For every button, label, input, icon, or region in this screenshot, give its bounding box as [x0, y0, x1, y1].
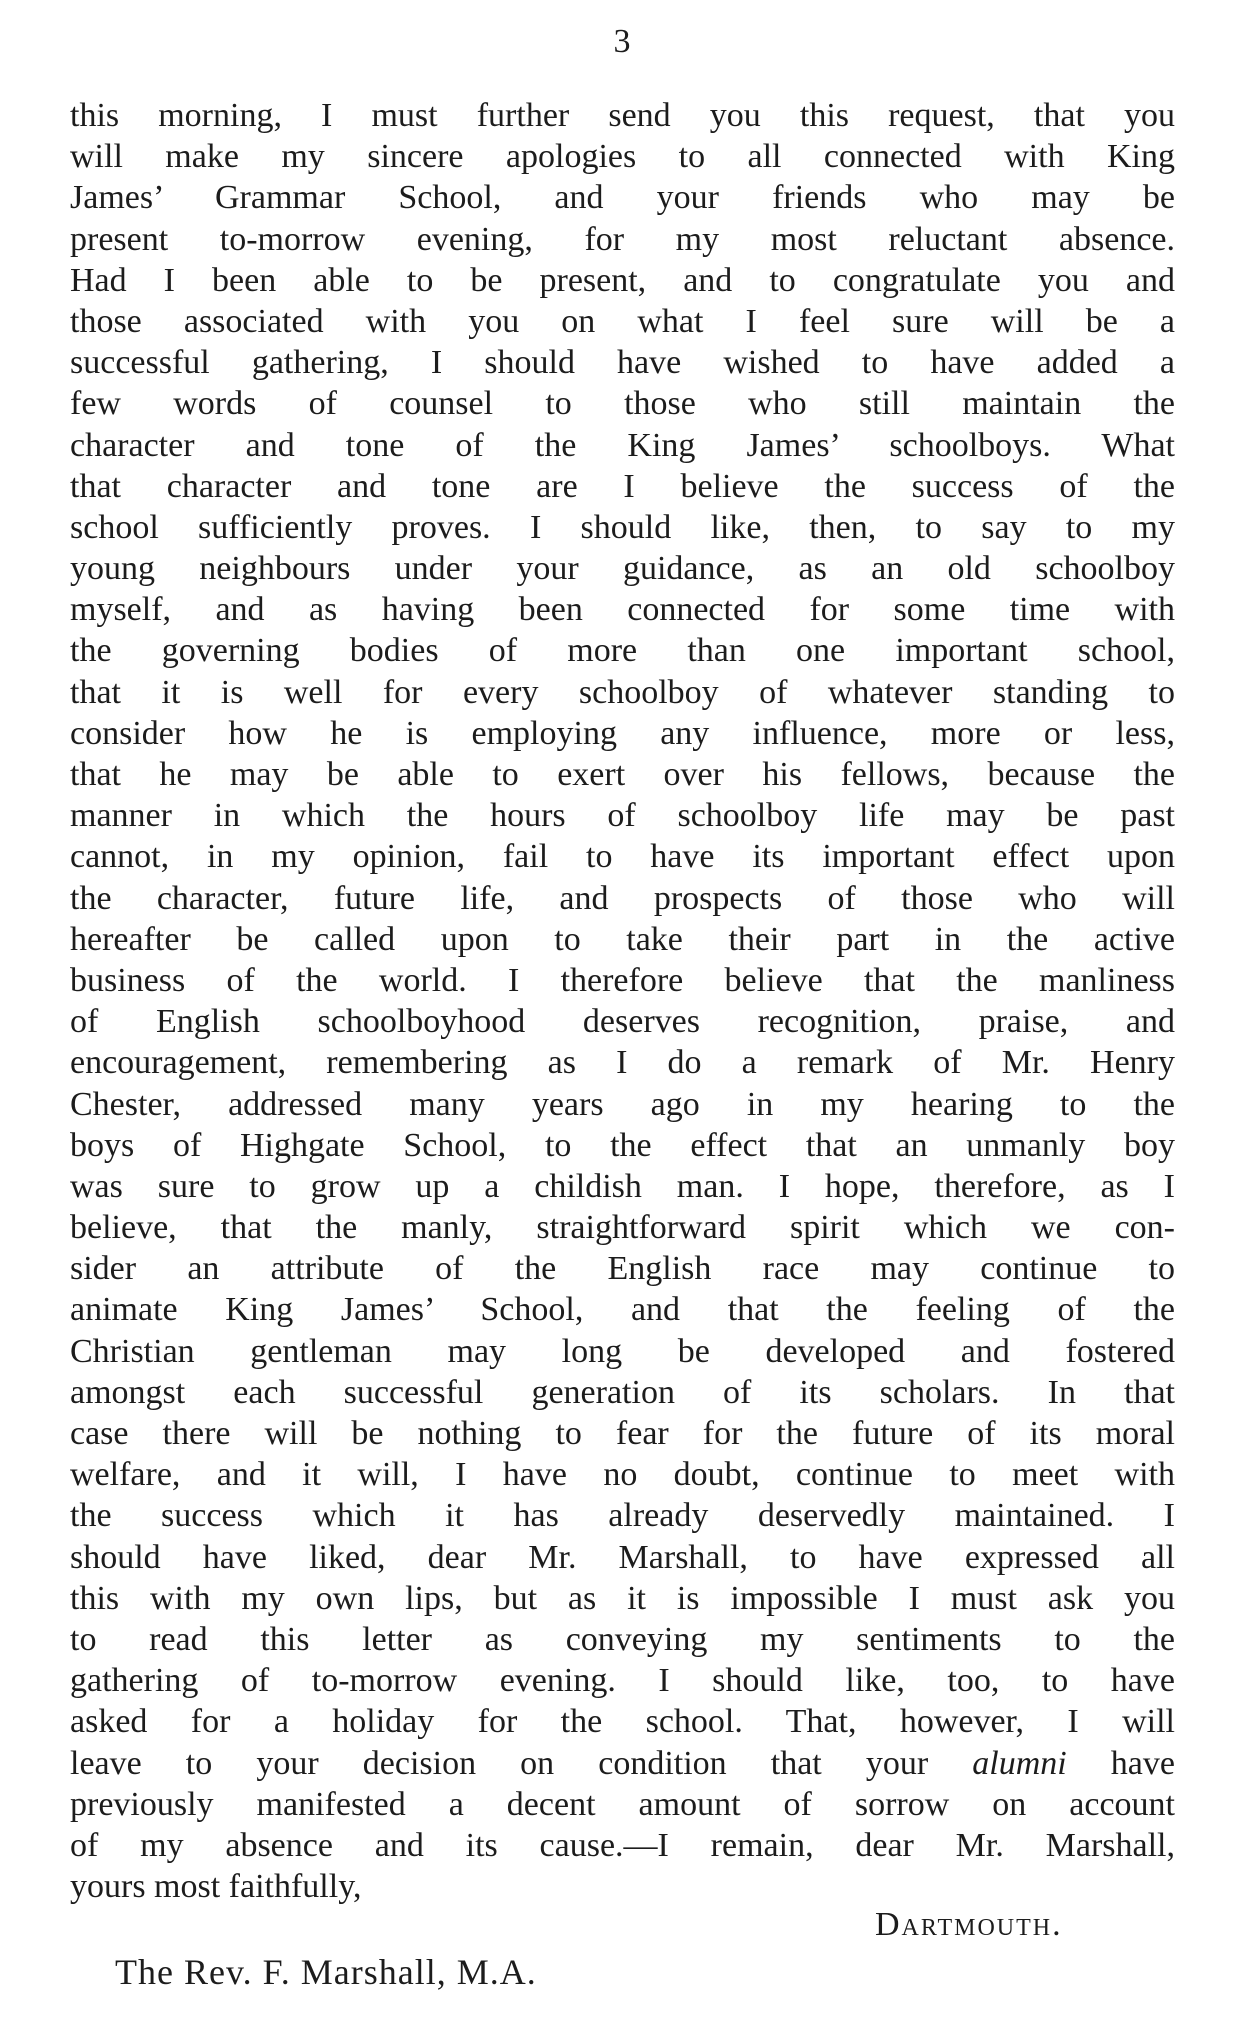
text-line: business of the world. I therefore believe that the manliness — [70, 961, 1175, 999]
text-line: Christian gentleman may long be developed and fostered — [70, 1332, 1175, 1370]
text-line: this with my own lips, but as it is impossible I must ask you — [70, 1579, 1175, 1617]
text-line: animate King James’ School, and that the feeling of the — [70, 1291, 1175, 1329]
text-line: the governing bodies of more than one important school, — [70, 632, 1175, 670]
text-line: will make my sincere apologies to all connected with King — [70, 138, 1175, 176]
text-line: yours most faithfully, — [70, 1868, 362, 1906]
text-line: school sufficiently proves. I should like, then, to say to my — [70, 508, 1175, 546]
text-line: that he may be able to exert over his fellows, because the — [70, 756, 1175, 793]
text-line: those associated with you on what I feel sure will be a — [70, 302, 1175, 340]
text-line: successful gathering, I should have wished to have added a — [70, 344, 1175, 382]
text-line: that it is well for every schoolboy of whatever standing to — [70, 673, 1175, 711]
text-line: that character and tone are I believe the success of the — [70, 467, 1175, 505]
text-line: boys of Highgate School, to the effect that an unmanly boy — [70, 1126, 1175, 1164]
text-segment: have — [1066, 1744, 1175, 1782]
text-line: present to-morrow evening, for my most reluctant absence. — [70, 220, 1175, 258]
text-line: manner in which the hours of schoolboy life may be past — [70, 797, 1175, 835]
text-line: to read this letter as conveying my sentiments to the — [70, 1620, 1175, 1658]
text-line: Chester, addressed many years ago in my hearing to the — [70, 1085, 1175, 1123]
letter-body — [70, 95, 1175, 1907]
text-line: myself, and as having been connected for some time with — [70, 591, 1175, 629]
text-line: of English schoolboyhood deserves recognition, praise, and — [70, 1003, 1175, 1041]
text-line: gathering of to-morrow evening. I should like, too, to have — [70, 1662, 1175, 1700]
text-line: the success which it has already deservedly maintained. I — [70, 1497, 1175, 1535]
text-line: should have liked, dear Mr. Marshall, to have expressed all — [70, 1538, 1175, 1576]
text-line: character and tone of the King James’ schoolboys. What — [70, 426, 1175, 464]
text-line: few words of counsel to those who still maintain the — [70, 385, 1175, 423]
text-line: case there will be nothing to fear for the future of its moral — [70, 1415, 1175, 1452]
text-line: of my absence and its cause.—I remain, dear Mr. Marshall, — [70, 1826, 1175, 1864]
text-line: amongst each successful generation of its scholars. In that — [70, 1373, 1175, 1411]
text-line: Had I been able to be present, and to congratulate you and — [70, 261, 1175, 299]
signature: Dartmouth. — [875, 1906, 1063, 1943]
text-line: consider how he is employing any influence, more or less, — [70, 714, 1175, 752]
text-line: the character, future life, and prospects of those who will — [70, 879, 1175, 917]
text-line — [70, 1743, 1175, 1784]
text-line: welfare, and it will, I have no doubt, continue to meet with — [70, 1456, 1175, 1494]
text-line: this morning, I must further send you this request, that you — [70, 97, 1175, 134]
text-segment: leave to your decision on condition that your — [70, 1744, 973, 1782]
text-line: young neighbours under your guidance, as an old schoolboy — [70, 550, 1175, 588]
text-line: sider an attribute of the English race may continue to — [70, 1250, 1175, 1288]
text-line: cannot, in my opinion, fail to have its important effect upon — [70, 838, 1175, 876]
addressee: The Rev. F. Marshall, M.A. — [115, 1952, 537, 1992]
page-number: 3 — [613, 23, 631, 60]
text-line: asked for a holiday for the school. That, however, I will — [70, 1703, 1175, 1741]
text-line: hereafter be called upon to take their part in the active — [70, 920, 1175, 958]
italic-word: alumni — [972, 1744, 1067, 1782]
text-line: previously manifested a decent amount of sorrow on account — [70, 1785, 1175, 1823]
text-line: believe, that the manly, straightforward spirit which we con- — [70, 1209, 1175, 1247]
text-line: was sure to grow up a childish man. I hope, therefore, as I — [70, 1167, 1175, 1205]
text-line: encouragement, remembering as I do a remark of Mr. Henry — [70, 1044, 1175, 1082]
text-line: James’ Grammar School, and your friends who may be — [70, 179, 1175, 217]
